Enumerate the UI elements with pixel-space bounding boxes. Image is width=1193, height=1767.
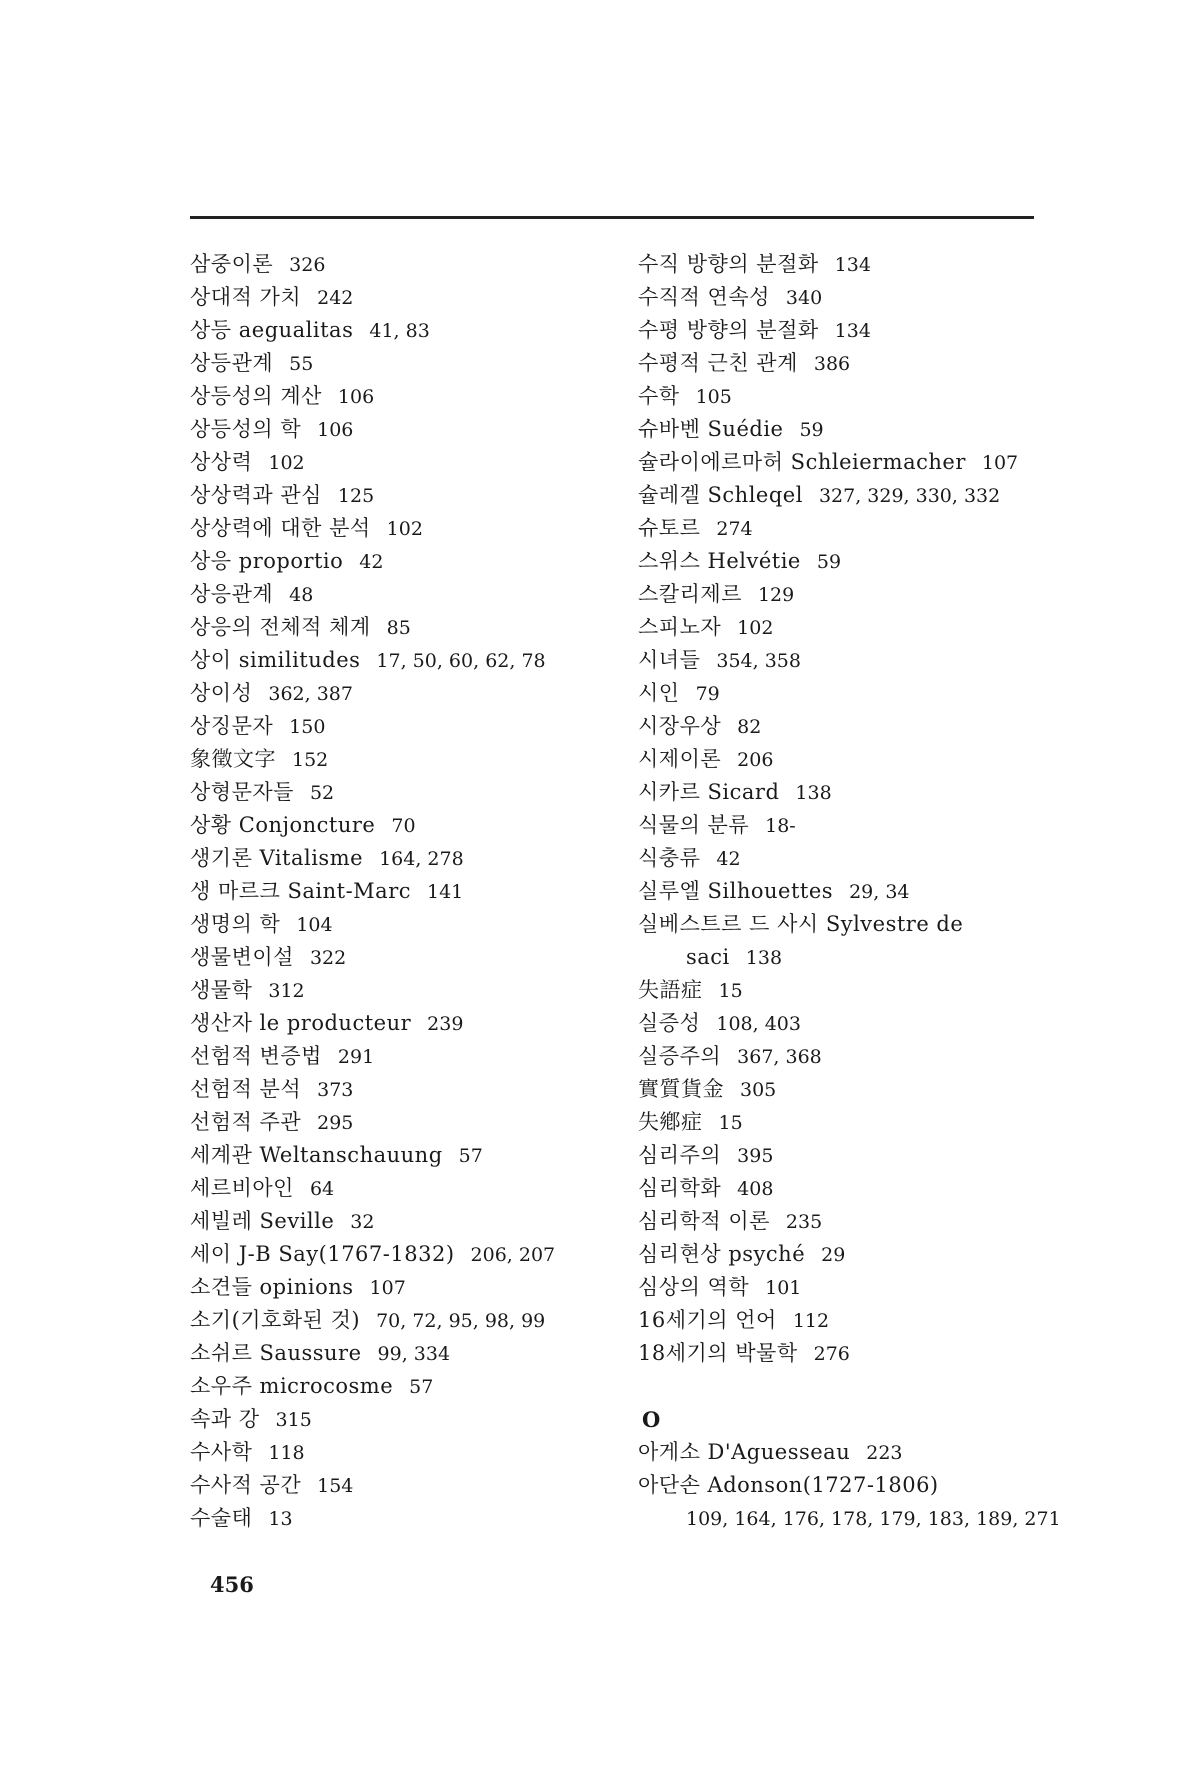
index-pages: 125 [337, 485, 375, 507]
index-pages: 57 [458, 1145, 483, 1167]
index-term: 실루엘 Silhouettes [638, 879, 834, 903]
index-entry [638, 1007, 1058, 1040]
index-entry [190, 1403, 610, 1436]
index-entry [638, 545, 1058, 578]
index-term: 스칼리제르 [638, 582, 742, 606]
index-entry [638, 1205, 1058, 1238]
index-term: 실증성 [638, 1011, 701, 1035]
index-term: 슈바벤 Suédie [638, 417, 784, 441]
index-pages: 15 [718, 980, 743, 1002]
index-pages: 134 [834, 254, 871, 276]
index-pages: 102 [737, 617, 774, 639]
index-pages: 101 [765, 1277, 802, 1299]
index-pages: 105 [695, 386, 732, 408]
index-entry [190, 743, 610, 776]
index-entry [190, 809, 610, 842]
index-term: 시장우상 [638, 714, 722, 738]
index-entry [190, 578, 610, 611]
index-entry [638, 347, 1058, 380]
index-entry [190, 1271, 610, 1304]
index-entry [638, 413, 1058, 446]
index-entry [190, 1007, 610, 1040]
index-term: 상징문자 [190, 714, 274, 738]
index-term: 심상의 역학 [638, 1275, 750, 1299]
index-term: O [642, 1407, 661, 1432]
index-term: 상등 aegualitas [190, 318, 354, 342]
index-pages: 386 [813, 353, 851, 375]
index-pages: 17, 50, 60, 62, 78 [376, 650, 546, 672]
index-term: 시녀들 [638, 648, 701, 672]
index-term: 생산자 le producteur [190, 1011, 412, 1035]
index-entry [638, 974, 1058, 1007]
index-pages: 59 [816, 551, 842, 573]
index-entry [638, 281, 1058, 314]
index-entry [638, 1040, 1058, 1073]
index-entry [638, 248, 1058, 281]
index-entry [638, 1304, 1058, 1337]
index-entry [638, 644, 1058, 677]
index-entry [190, 1073, 610, 1106]
index-pages: 235 [785, 1211, 823, 1233]
index-pages: 295 [317, 1112, 354, 1134]
index-pages: 408 [737, 1178, 774, 1200]
index-term: 상응 proportio [190, 549, 344, 573]
index-term: 상상력과 관심 [190, 483, 322, 507]
index-term: 失語症 [638, 978, 703, 1002]
index-entry [190, 479, 610, 512]
index-entry [638, 743, 1058, 776]
index-entry [190, 1238, 610, 1271]
index-pages: 276 [813, 1343, 850, 1365]
index-pages: 242 [317, 287, 354, 309]
index-term: 18세기의 박물학 [638, 1341, 798, 1365]
index-entry [638, 908, 1058, 941]
index-entry [638, 677, 1058, 710]
index-pages: 206 [737, 749, 774, 771]
index-term: 아단손 Adonson(1727-1806) [638, 1473, 939, 1497]
index-entry [638, 1436, 1058, 1469]
index-term: 아게소 D'Aguesseau [638, 1440, 851, 1464]
index-pages: 106 [317, 419, 354, 441]
index-pages: 108, 403 [716, 1013, 801, 1035]
index-pages: 305 [740, 1079, 777, 1101]
index-term: 수평 방향의 분절화 [638, 318, 819, 342]
index-pages: 29, 34 [849, 881, 910, 903]
index-term: 상상력 [190, 450, 253, 474]
index-entry [190, 347, 610, 380]
index-pages: 206, 207 [470, 1244, 556, 1266]
index-entry [190, 611, 610, 644]
index-entry [190, 1172, 610, 1205]
index-pages: 70, 72, 95, 98, 99 [376, 1310, 546, 1332]
index-entry [638, 314, 1058, 347]
index-entry [190, 1337, 610, 1370]
index-term: 생물변이설 [190, 945, 294, 969]
index-entry [638, 842, 1058, 875]
index-pages: 150 [289, 716, 326, 738]
index-pages: 164, 278 [379, 848, 464, 870]
index-entry [638, 380, 1058, 413]
index-entry [638, 941, 1058, 974]
index-term: 선험적 변증법 [190, 1044, 322, 1068]
index-entry [638, 1502, 1061, 1535]
index-pages: 152 [292, 749, 329, 771]
index-pages: 106 [337, 386, 375, 408]
index-term: 象徵文字 [190, 747, 276, 771]
index-entry [190, 875, 610, 908]
index-term: 실베스트르 드 사시 Sylvestre de [638, 912, 964, 936]
index-entry [190, 908, 610, 941]
index-term: 소견들 opinions [190, 1275, 354, 1299]
index-term: 식물의 분류 [638, 813, 750, 837]
index-pages: 42 [359, 551, 384, 573]
index-pages: 79 [695, 683, 720, 705]
index-term: 소쉬르 Saussure [190, 1341, 362, 1365]
index-pages: 82 [737, 716, 762, 738]
index-term: 상상력에 대한 분석 [190, 516, 371, 540]
index-pages: 85 [386, 617, 411, 639]
index-entry [638, 611, 1058, 644]
header-rule [190, 216, 1034, 219]
index-pages: 107 [981, 452, 1019, 474]
index-entry [638, 446, 1058, 479]
index-entry [190, 1040, 610, 1073]
index-entry [638, 1469, 1058, 1502]
index-entry [190, 314, 610, 347]
index-entry [638, 479, 1058, 512]
index-entry [638, 1139, 1058, 1172]
index-pages: 395 [737, 1145, 774, 1167]
index-pages: 112 [792, 1310, 830, 1332]
index-term: 상이성 [190, 681, 253, 705]
index-term: 수사적 공간 [190, 1473, 302, 1497]
index-term: 소우주 microcosme [190, 1374, 394, 1398]
index-entry [638, 1370, 1058, 1403]
index-entry [190, 1205, 610, 1238]
index-pages: 223 [866, 1442, 903, 1464]
index-term: 상대적 가치 [190, 285, 302, 309]
index-pages: 29 [821, 1244, 846, 1266]
index-pages: 362, 387 [268, 683, 353, 705]
index-term: 스위스 Helvétie [638, 549, 801, 573]
index-entry [638, 1403, 1058, 1436]
index-term: 심리주의 [638, 1143, 722, 1167]
index-pages: 274 [716, 518, 753, 540]
index-term: 실증주의 [638, 1044, 722, 1068]
index-term: 심리현상 psyché [638, 1242, 806, 1266]
index-entry [190, 1502, 610, 1535]
index-entry [638, 578, 1058, 611]
index-entry [190, 1436, 610, 1469]
index-pages: 59 [799, 419, 824, 441]
index-term: 16세기의 언어 [638, 1308, 777, 1332]
index-term: 선험적 주관 [190, 1110, 302, 1134]
index-entry [190, 1106, 610, 1139]
index-pages: 154 [317, 1475, 354, 1497]
index-entry [638, 875, 1058, 908]
index-term: 삼중이론 [190, 252, 274, 276]
index-pages: 129 [757, 584, 795, 606]
index-pages: 312 [268, 980, 305, 1002]
index-term: 시제이론 [638, 747, 722, 771]
index-entry [190, 1304, 610, 1337]
index-pages: 64 [309, 1178, 335, 1200]
index-pages: 48 [289, 584, 314, 606]
index-entry [638, 512, 1058, 545]
index-entry [638, 1172, 1058, 1205]
index-pages: 354, 358 [716, 650, 801, 672]
index-entry [638, 710, 1058, 743]
index-term: 수평적 근친 관계 [638, 351, 798, 375]
index-term: 속과 강 [190, 1407, 260, 1431]
index-entry [190, 512, 610, 545]
index-entry [638, 809, 1058, 842]
index-term: 소기(기호화된 것) [190, 1308, 361, 1332]
index-entry [190, 941, 610, 974]
index-entry [190, 248, 610, 281]
index-pages: 41, 83 [369, 320, 430, 342]
index-term: 상응의 전체적 체계 [190, 615, 371, 639]
index-entry [638, 1271, 1058, 1304]
index-entry [638, 1238, 1058, 1271]
index-term: 식충류 [638, 846, 701, 870]
index-pages: 138 [795, 782, 832, 804]
index-pages: 315 [275, 1409, 312, 1431]
index-term: 시카르 Sicard [638, 780, 780, 804]
index-term: 생기론 Vitalisme [190, 846, 364, 870]
index-term: 수직 방향의 분절화 [638, 252, 819, 276]
index-term: 세이 J-B Say(1767-1832) [190, 1242, 455, 1266]
index-entry [190, 677, 610, 710]
index-pages: 42 [716, 848, 741, 870]
index-pages: 373 [317, 1079, 354, 1101]
index-pages: 239 [427, 1013, 464, 1035]
index-term: 생 마르크 Saint-Marc [190, 879, 411, 903]
index-entry [190, 1469, 610, 1502]
index-term: 實質貨金 [638, 1077, 724, 1101]
index-entry [190, 842, 610, 875]
index-pages: 291 [337, 1046, 375, 1068]
index-entry [638, 776, 1058, 809]
index-term: 失鄕症 [638, 1110, 703, 1134]
index-term: 수직적 연속성 [638, 285, 770, 309]
index-entry [638, 1106, 1058, 1139]
index-entry [190, 644, 610, 677]
index-term: 심리학적 이론 [638, 1209, 770, 1233]
index-term: 세빌레 Seville [190, 1209, 335, 1233]
index-entry [190, 776, 610, 809]
index-term: 심리학화 [638, 1176, 722, 1200]
index-term: 세계관 Weltanschauung [190, 1143, 443, 1167]
index-term: 세르비아인 [190, 1176, 294, 1200]
index-pages: 118 [268, 1442, 305, 1464]
index-pages: 134 [834, 320, 871, 342]
index-pages: 326 [289, 254, 326, 276]
index-term: 슐레겔 Schleqel [638, 483, 803, 507]
index-term: 수술태 [190, 1506, 253, 1530]
index-pages: 57 [409, 1376, 434, 1398]
index-entry [190, 710, 610, 743]
page-number: 456 [210, 1572, 254, 1597]
index-term: 생물학 [190, 978, 253, 1002]
index-pages: 102 [268, 452, 305, 474]
index-pages: 138 [745, 947, 783, 969]
index-pages: 99, 334 [377, 1343, 451, 1365]
index-column-right [638, 248, 1061, 1535]
index-entry [190, 545, 610, 578]
index-pages: 107 [369, 1277, 406, 1299]
index-entry [190, 974, 610, 1007]
index-term: 상이 similitudes [190, 648, 361, 672]
index-term: 수학 [638, 384, 680, 408]
index-term: 상등성의 계산 [190, 384, 322, 408]
index-term: 상응관계 [190, 582, 274, 606]
index-pages: 102 [386, 518, 423, 540]
index-pages: 322 [309, 947, 347, 969]
index-term: 생명의 학 [190, 912, 281, 936]
index-term: 슐라이에르마허 Schleiermacher [638, 450, 966, 474]
index-term: 수사학 [190, 1440, 253, 1464]
index-term: 선험적 분석 [190, 1077, 302, 1101]
index-pages: 367, 368 [737, 1046, 822, 1068]
index-pages: 70 [391, 815, 416, 837]
index-column-left [190, 248, 610, 1535]
index-entry [638, 1337, 1058, 1370]
index-pages: 141 [427, 881, 464, 903]
index-entry [190, 413, 610, 446]
index-pages: 109, 164, 176, 178, 179, 183, 189, 271 [686, 1508, 1061, 1530]
index-term: 상등관계 [190, 351, 274, 375]
index-term: 스피노자 [638, 615, 722, 639]
index-term: 슈토르 [638, 516, 701, 540]
index-entry [190, 446, 610, 479]
index-pages: 13 [268, 1508, 293, 1530]
index-term: 상형문자들 [190, 780, 294, 804]
index-term: 상등성의 학 [190, 417, 302, 441]
index-entry [190, 1139, 610, 1172]
index-pages: 18- [765, 815, 796, 837]
index-pages: 104 [296, 914, 333, 936]
index-pages: 52 [309, 782, 335, 804]
index-pages: 15 [718, 1112, 743, 1134]
index-entry [190, 281, 610, 314]
index-term: 시인 [638, 681, 680, 705]
index-term: 상황 Conjoncture [190, 813, 376, 837]
index-entry [190, 1370, 610, 1403]
index-term: saci [686, 945, 730, 969]
index-pages: 340 [785, 287, 823, 309]
index-pages: 32 [350, 1211, 375, 1233]
index-pages: 327, 329, 330, 332 [818, 485, 1001, 507]
index-entry [190, 380, 610, 413]
index-entry [638, 1073, 1058, 1106]
index-pages: 55 [289, 353, 314, 375]
